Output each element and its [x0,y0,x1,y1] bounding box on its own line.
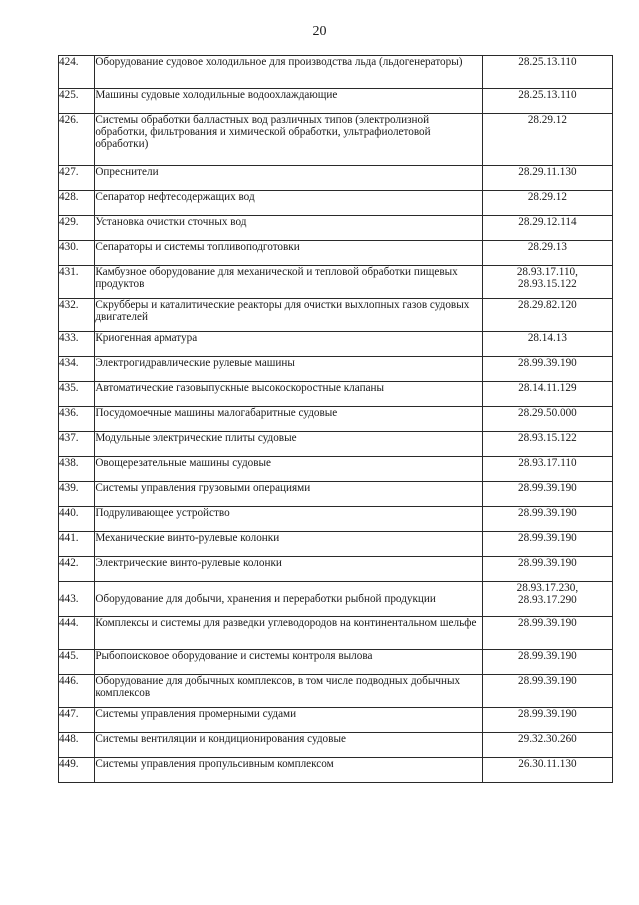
row-number: 448. [59,733,95,758]
okpd-code-cell [482,582,612,617]
row-number: 447. [59,708,95,733]
okpd-code: 28.99.39.190 [518,650,577,662]
okpd-code-cell [482,507,612,532]
row-number: 434. [59,357,95,382]
row-number: 424. [59,56,95,89]
table-row [59,357,613,382]
item-name: Камбузное оборудование для механической и тепловой обработки пищевых продуктов [95,266,482,299]
row-number: 440. [59,507,95,532]
equipment-table [58,55,613,783]
table-row [59,407,613,432]
okpd-code: 28.99.39.190 [518,708,577,720]
okpd-code: 28.93.17.110 [518,457,577,469]
table-row [59,675,613,708]
row-number: 426. [59,114,95,166]
row-number: 435. [59,382,95,407]
okpd-code: 28.99.39.190 [518,557,577,569]
item-name: Скрубберы и каталитические реакторы для очистки выхлопных газов судовых двигателей [95,299,482,332]
okpd-code-cell [482,114,612,166]
okpd-code-cell [482,266,612,299]
okpd-code: 28.99.39.190 [518,532,577,544]
okpd-code: 28.99.39.190 [518,617,577,629]
okpd-code: 28.93.17.290 [518,594,577,606]
item-name: Механические винто-рулевые колонки [95,532,482,557]
okpd-code: 28.29.50.000 [518,407,577,419]
okpd-code: 28.93.15.122 [518,278,577,290]
table-row [59,482,613,507]
okpd-code: 26.30.11.130 [518,758,577,770]
row-number: 438. [59,457,95,482]
table-row [59,457,613,482]
item-name: Системы обработки балластных вод различных типов (электролизной обработки, фильтрования и химической обработки, ультрафиолетовой обработки) [95,114,482,166]
okpd-code: 28.29.12 [527,114,567,126]
table-row [59,56,613,89]
okpd-code: 28.99.39.190 [518,357,577,369]
table-row [59,382,613,407]
okpd-code-cell [482,56,612,89]
okpd-code: 28.99.39.190 [518,675,577,687]
okpd-code-cell [482,675,612,708]
okpd-code-cell [482,532,612,557]
table-row [59,114,613,166]
item-name: Системы управления промерными судами [95,708,482,733]
table-row [59,241,613,266]
row-number: 427. [59,166,95,191]
item-name: Системы вентиляции и кондиционирования судовые [95,733,482,758]
row-number: 443. [59,582,95,617]
okpd-code: 29.32.30.260 [518,733,577,745]
table-row [59,708,613,733]
okpd-code-cell [482,432,612,457]
item-name: Электрогидравлические рулевые машины [95,357,482,382]
item-name: Системы управления грузовыми операциями [95,482,482,507]
table-row [59,650,613,675]
okpd-code: 28.29.12.114 [518,216,577,228]
item-name: Электрические винто-рулевые колонки [95,557,482,582]
row-number: 439. [59,482,95,507]
okpd-code-cell [482,617,612,650]
item-name: Сепараторы и системы топливоподготовки [95,241,482,266]
row-number: 430. [59,241,95,266]
okpd-code-cell [482,332,612,357]
table-row [59,332,613,357]
table-row [59,299,613,332]
okpd-code-cell [482,650,612,675]
okpd-code: 28.25.13.110 [518,56,577,68]
table-row [59,432,613,457]
row-number: 449. [59,758,95,783]
table-row [59,166,613,191]
okpd-code-cell [482,357,612,382]
item-name: Машины судовые холодильные водоохлаждающие [95,89,482,114]
row-number: 432. [59,299,95,332]
item-name: Посудомоечные машины малогабаритные судовые [95,407,482,432]
table-row [59,191,613,216]
row-number: 437. [59,432,95,457]
item-name: Комплексы и системы для разведки углеводородов на континентальном шельфе [95,617,482,650]
item-name: Оборудование для добычи, хранения и переработки рыбной продукции [95,582,482,617]
table-row [59,582,613,617]
okpd-code-cell [482,241,612,266]
okpd-code: 28.29.12 [527,191,567,203]
okpd-code: 28.93.17.230, [516,582,579,594]
okpd-code: 28.99.39.190 [518,507,577,519]
okpd-code: 28.29.82.120 [518,299,577,311]
okpd-code-cell [482,708,612,733]
okpd-code-cell [482,457,612,482]
row-number: 429. [59,216,95,241]
okpd-code: 28.25.13.110 [518,89,577,101]
okpd-code-cell [482,733,612,758]
okpd-code-cell [482,407,612,432]
row-number: 436. [59,407,95,432]
row-number: 431. [59,266,95,299]
okpd-code-cell [482,166,612,191]
row-number: 442. [59,557,95,582]
table-row [59,266,613,299]
okpd-code: 28.99.39.190 [518,482,577,494]
okpd-code: 28.14.13 [527,332,567,344]
row-number: 444. [59,617,95,650]
okpd-code: 28.14.11.129 [518,382,577,394]
okpd-code: 28.29.13 [527,241,567,253]
row-number: 445. [59,650,95,675]
table-row [59,617,613,650]
table-row [59,758,613,783]
row-number: 441. [59,532,95,557]
table-row [59,532,613,557]
table-row [59,89,613,114]
okpd-code-cell [482,758,612,783]
item-name: Подруливающее устройство [95,507,482,532]
item-name: Установка очистки сточных вод [95,216,482,241]
okpd-code-cell [482,382,612,407]
item-name: Криогенная арматура [95,332,482,357]
okpd-code-cell [482,299,612,332]
okpd-code-cell [482,89,612,114]
item-name: Модульные электрические плиты судовые [95,432,482,457]
okpd-code-cell [482,482,612,507]
item-name: Рыбопоисковое оборудование и системы контроля вылова [95,650,482,675]
item-name: Оборудование для добычных комплексов, в том числе подводных добычных комплексов [95,675,482,708]
okpd-code: 28.29.11.130 [518,166,577,178]
table-row [59,733,613,758]
row-number: 425. [59,89,95,114]
okpd-code-cell [482,216,612,241]
table-row [59,216,613,241]
okpd-code: 28.93.17.110, [516,266,578,278]
row-number: 433. [59,332,95,357]
okpd-code: 28.93.15.122 [518,432,577,444]
item-name: Овощерезательные машины судовые [95,457,482,482]
okpd-code-cell [482,557,612,582]
table-row [59,557,613,582]
item-name: Автоматические газовыпускные высокоскоростные клапаны [95,382,482,407]
item-name: Оборудование судовое холодильное для производства льда (льдогенераторы) [95,56,482,89]
item-name: Опреснители [95,166,482,191]
okpd-code-cell [482,191,612,216]
item-name: Системы управления пропульсивным комплексом [95,758,482,783]
item-name: Сепаратор нефтесодержащих вод [95,191,482,216]
table-row [59,507,613,532]
row-number: 446. [59,675,95,708]
row-number: 428. [59,191,95,216]
page-number: 20 [312,24,327,39]
table-body [59,56,613,783]
